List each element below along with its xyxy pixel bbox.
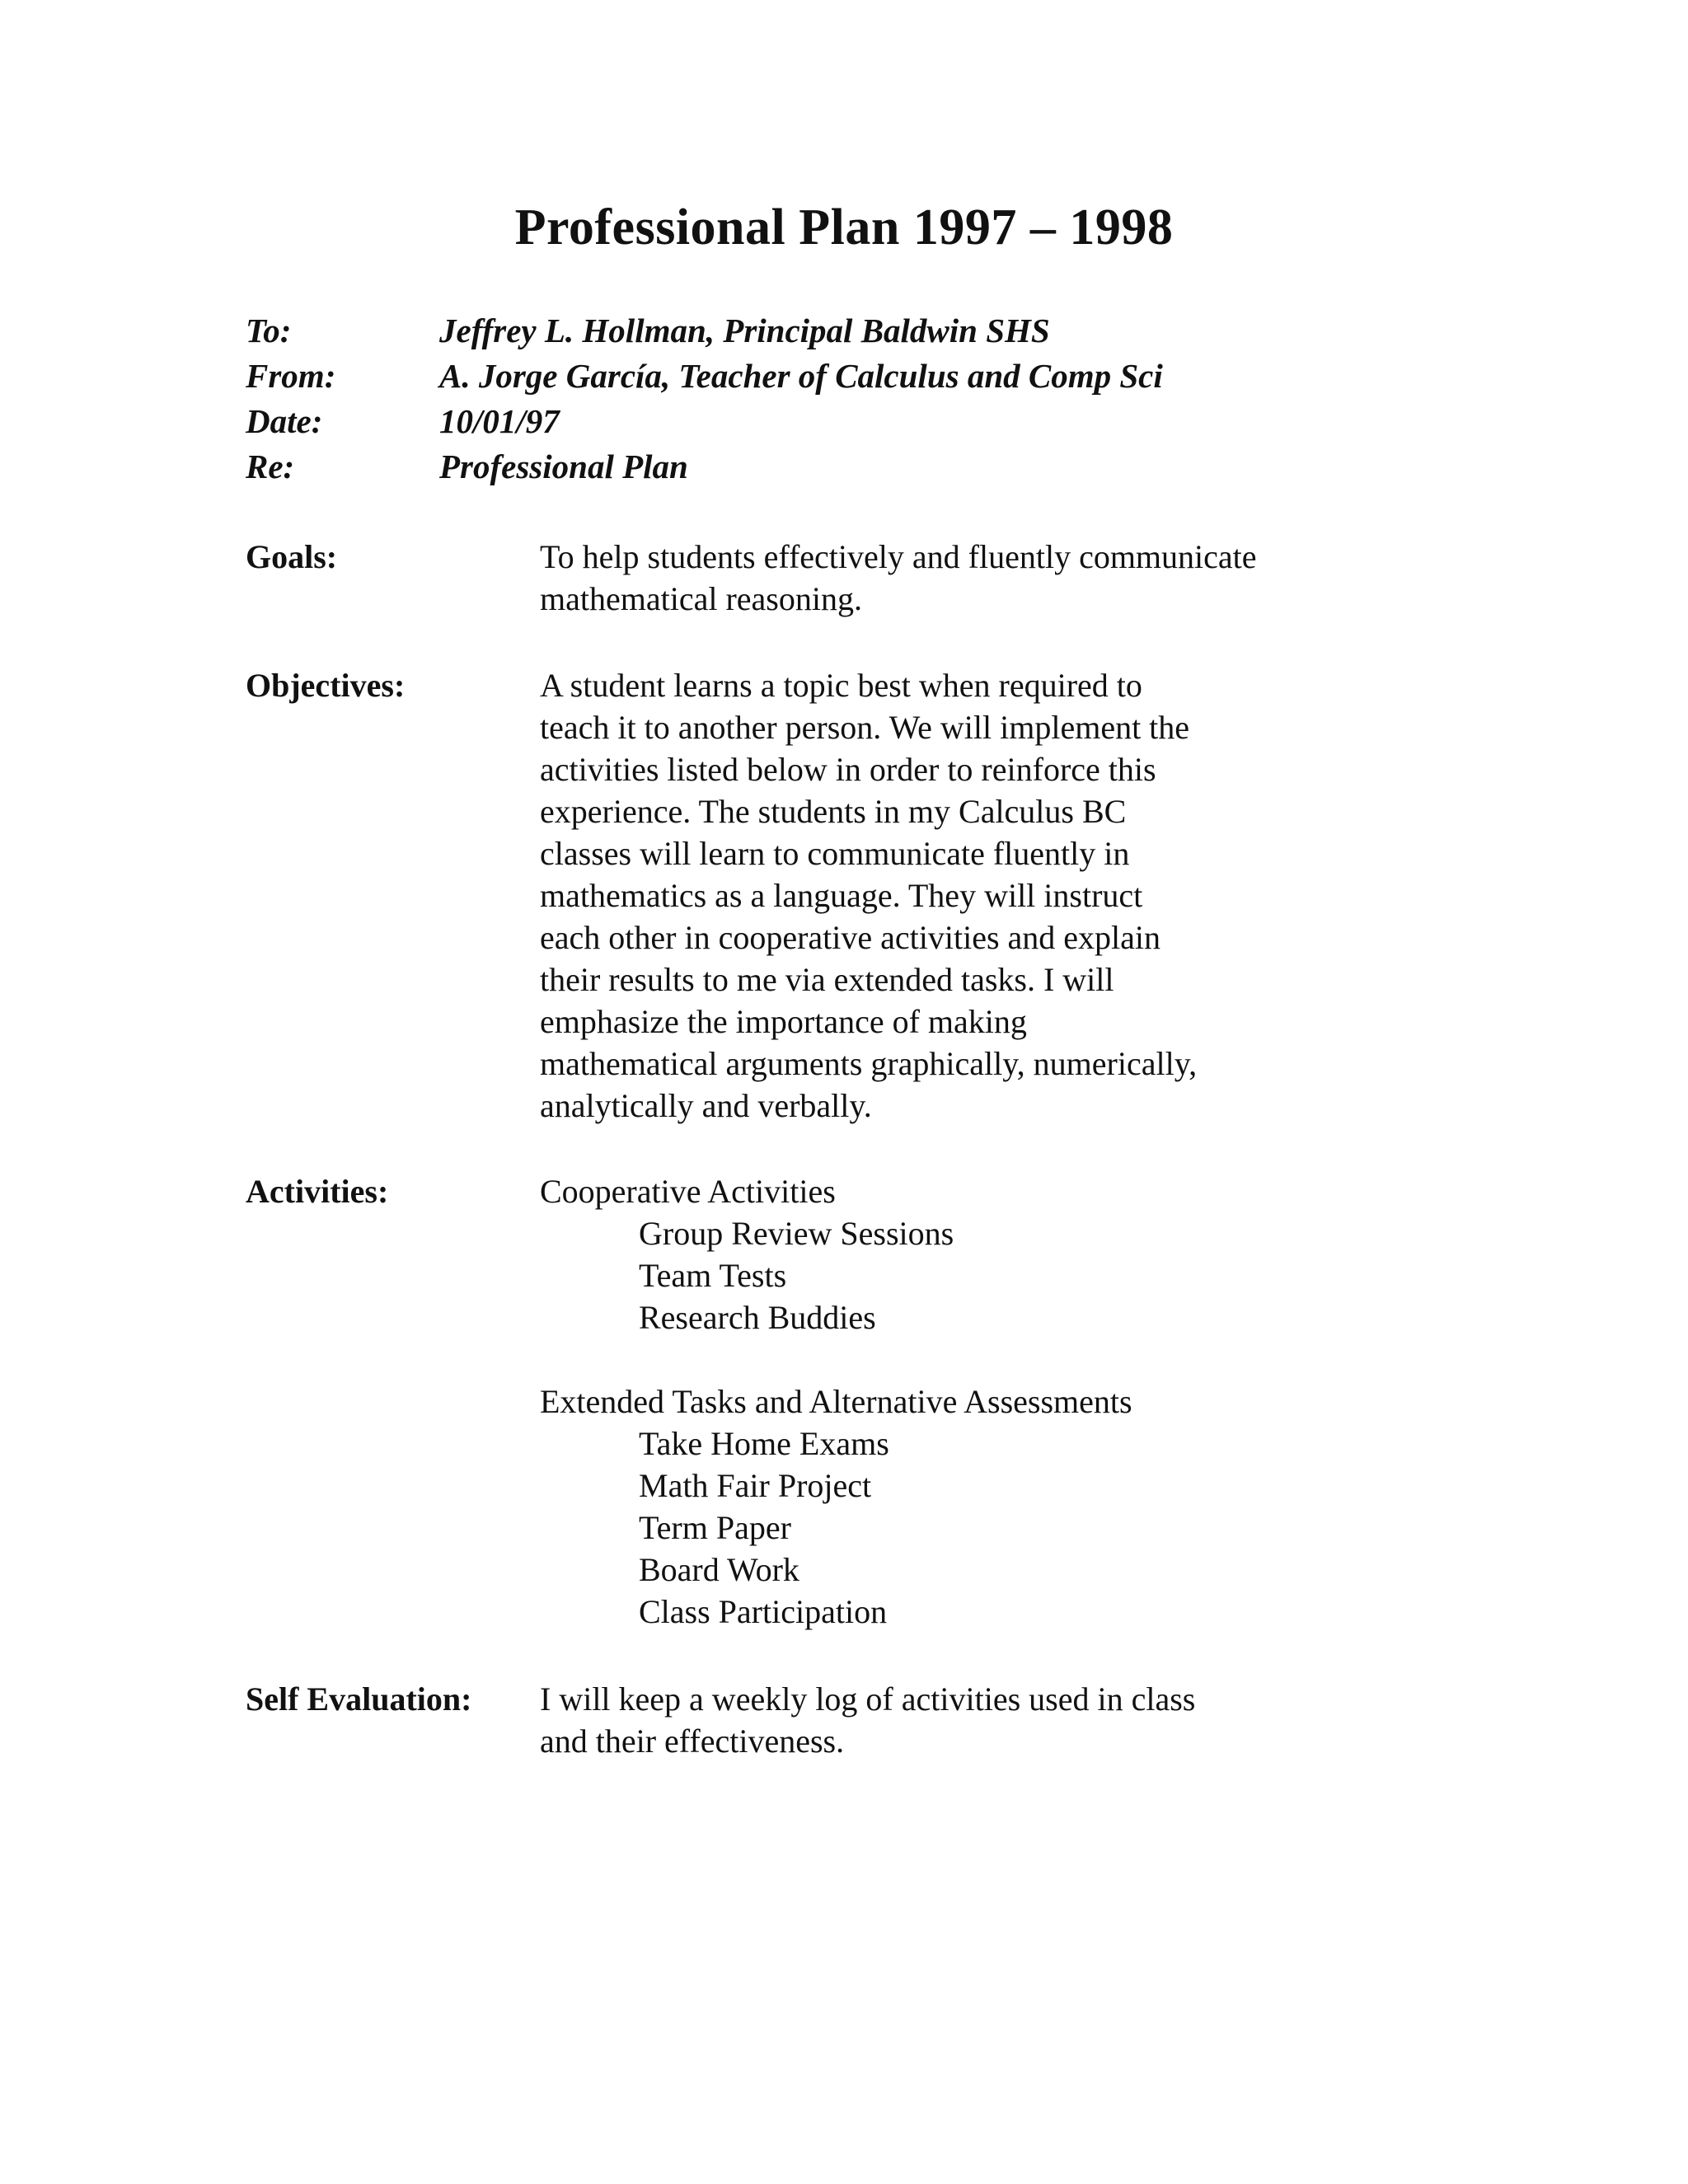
- activities-label: Activities:: [246, 1173, 389, 1210]
- memo-date-value: 10/01/97: [439, 402, 560, 440]
- self-evaluation-line: and their effectiveness.: [540, 1722, 845, 1760]
- objectives-line: classes will learn to communicate fluently in: [540, 835, 1130, 872]
- memo-from-value: A. Jorge García, Teacher of Calculus and Comp Sci: [439, 357, 1163, 395]
- activity-item: Math Fair Project: [639, 1467, 872, 1504]
- goals-text: [540, 536, 1482, 620]
- activity-group-heading: Extended Tasks and Alternative Assessments: [540, 1383, 1132, 1420]
- activity-item: Research Buddies: [639, 1299, 876, 1336]
- activities-section: [246, 1170, 1482, 1633]
- objectives-line: A student learns a topic best when required to: [540, 667, 1142, 704]
- activity-group-extended-tasks: [540, 1380, 1482, 1633]
- activity-item: Board Work: [639, 1551, 799, 1588]
- objectives-line: their results to me via extended tasks. I will: [540, 961, 1114, 998]
- objectives-line: experience. The students in my Calculus BC: [540, 793, 1127, 830]
- memo-re-label: Re:: [246, 448, 295, 485]
- objectives-line: mathematics as a language. They will instruct: [540, 877, 1143, 914]
- activity-item: Term Paper: [639, 1509, 791, 1546]
- goals-line: To help students effectively and fluently communicate: [540, 538, 1257, 575]
- goals-line: mathematical reasoning.: [540, 580, 862, 617]
- objectives-section: [246, 664, 1482, 1127]
- memo-date-label: Date:: [246, 402, 323, 440]
- activities-list: [540, 1170, 1482, 1633]
- activity-group-cooperative: [540, 1170, 1482, 1338]
- objectives-line: analytically and verbally.: [540, 1087, 872, 1124]
- goals-label: Goals:: [246, 538, 338, 575]
- activity-item: Team Tests: [639, 1257, 787, 1294]
- objectives-text: [540, 664, 1482, 1127]
- activity-items: [540, 1212, 1482, 1338]
- memo-to-value: Jeffrey L. Hollman, Principal Baldwin SHS: [439, 312, 1050, 349]
- self-evaluation-text: [540, 1678, 1482, 1762]
- memo-to-row: [246, 308, 1482, 354]
- self-evaluation-line: I will keep a weekly log of activities used in class: [540, 1680, 1196, 1718]
- objectives-line: teach it to another person. We will implement the: [540, 709, 1190, 746]
- memo-re-value: Professional Plan: [439, 448, 688, 485]
- activity-group-heading: Cooperative Activities: [540, 1173, 836, 1210]
- activity-item: Take Home Exams: [639, 1425, 889, 1462]
- objectives-line: each other in cooperative activities and explain: [540, 919, 1161, 956]
- activity-item: Class Participation: [639, 1593, 888, 1630]
- memo-re-row: [246, 444, 1482, 490]
- memo-header: [246, 308, 1482, 490]
- objectives-label: Objectives:: [246, 667, 406, 704]
- memo-from-row: [246, 354, 1482, 399]
- goals-section: [246, 536, 1482, 620]
- memo-to-label: To:: [246, 312, 292, 349]
- document-title: Professional Plan 1997 – 1998: [514, 199, 1174, 255]
- objectives-line: activities listed below in order to reinforce this: [540, 751, 1156, 788]
- objectives-line: mathematical arguments graphically, numerically,: [540, 1045, 1198, 1082]
- memo-date-row: [246, 399, 1482, 444]
- objectives-line: emphasize the importance of making: [540, 1003, 1027, 1040]
- activity-items: [540, 1422, 1482, 1633]
- self-evaluation-label: Self Evaluation:: [246, 1680, 472, 1718]
- self-evaluation-section: [246, 1678, 1482, 1762]
- memo-from-label: From:: [246, 357, 336, 395]
- activity-item: Group Review Sessions: [639, 1215, 954, 1252]
